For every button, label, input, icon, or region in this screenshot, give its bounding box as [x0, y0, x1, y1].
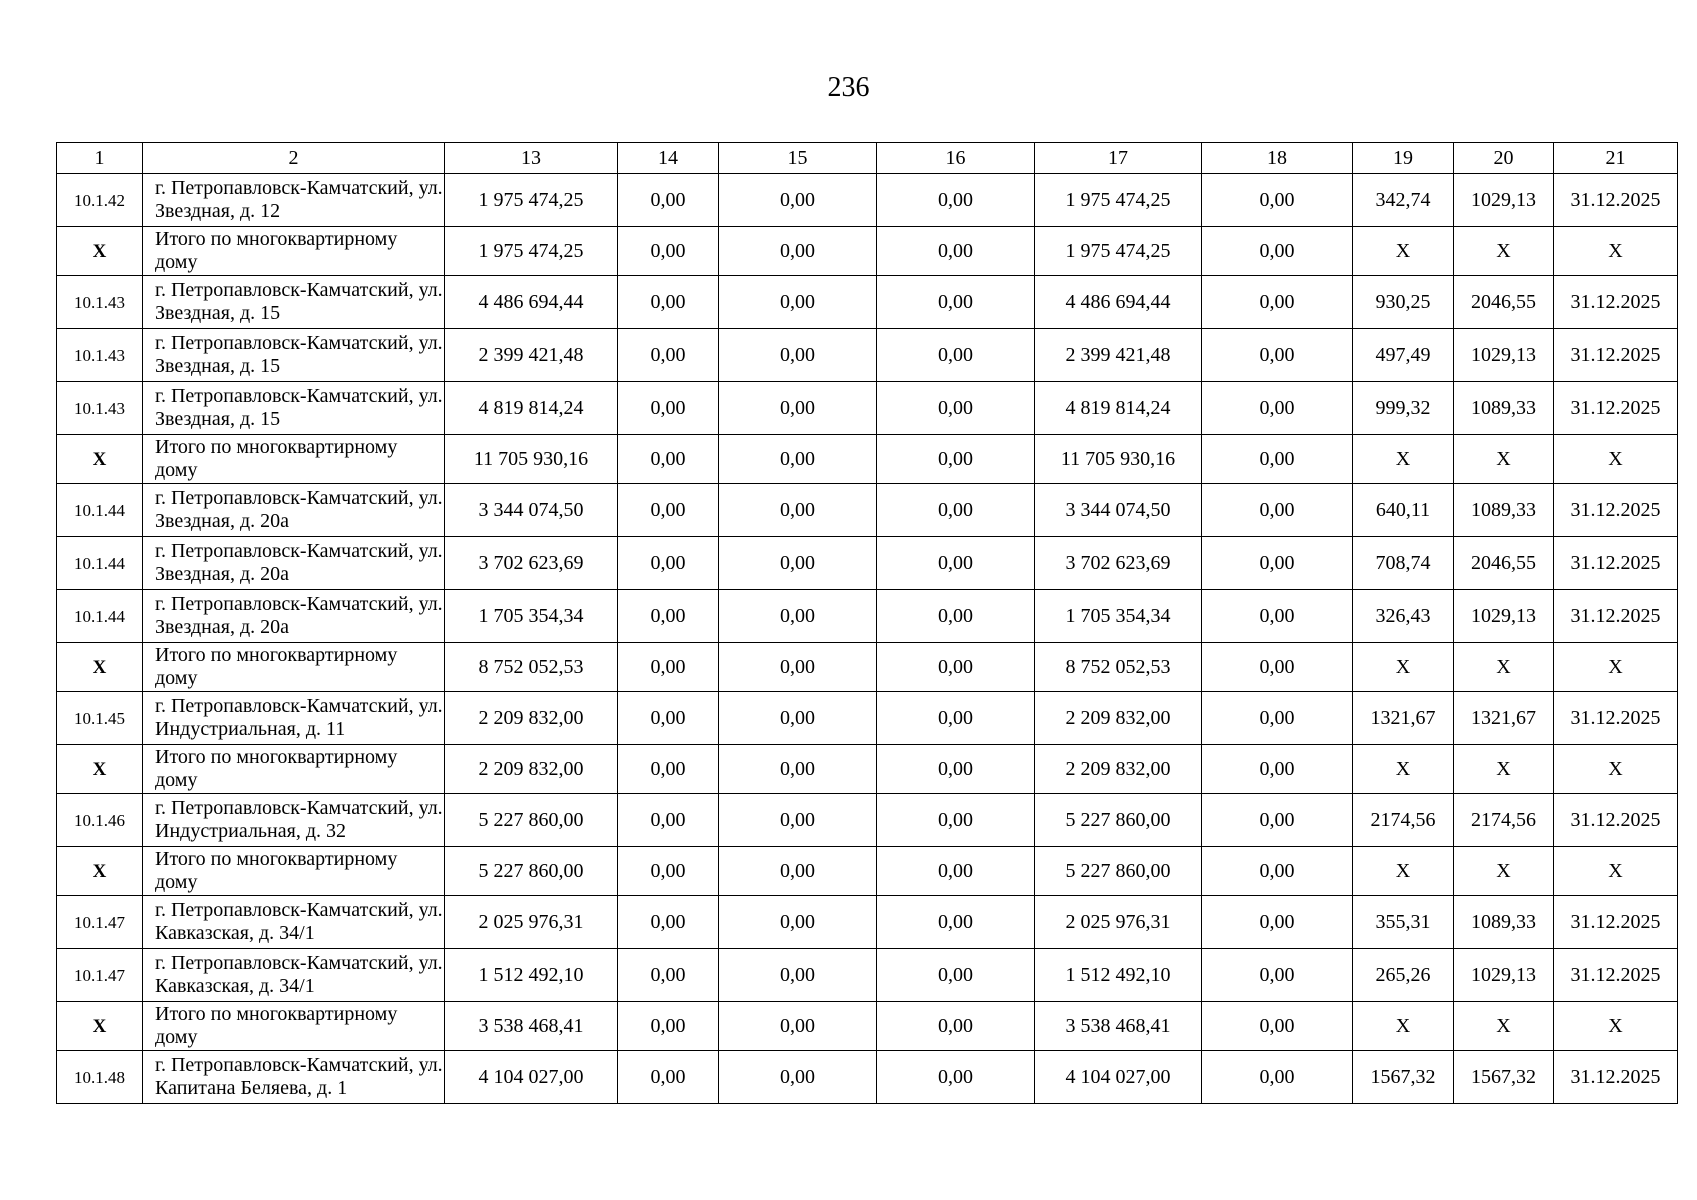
- row-index-cell: X: [57, 847, 143, 896]
- table-cell: 0,00: [1202, 329, 1353, 382]
- table-cell: 0,00: [618, 896, 719, 949]
- table-cell: X: [1454, 745, 1554, 794]
- table-cell: X: [1353, 227, 1454, 276]
- table-row: [57, 329, 1678, 382]
- table-row: [57, 174, 1678, 227]
- table-cell: 11 705 930,16: [1035, 435, 1202, 484]
- table-cell: X: [1353, 435, 1454, 484]
- table-cell: 3 344 074,50: [1035, 484, 1202, 537]
- table-cell: 930,25: [1353, 276, 1454, 329]
- address-cell: Итого по многоквартирному дому: [143, 227, 445, 276]
- table-cell: 5 227 860,00: [1035, 794, 1202, 847]
- table-cell: 0,00: [877, 382, 1035, 435]
- table-row: [57, 1051, 1678, 1104]
- table-cell: X: [1554, 1002, 1678, 1051]
- table-cell: X: [1454, 1002, 1554, 1051]
- table-cell: 0,00: [719, 174, 877, 227]
- table-cell: 3 702 623,69: [1035, 537, 1202, 590]
- table-cell: 1029,13: [1454, 590, 1554, 643]
- column-header: 19: [1353, 143, 1454, 174]
- table-cell: 31.12.2025: [1554, 276, 1678, 329]
- address-cell: Итого по многоквартирному дому: [143, 847, 445, 896]
- table-cell: 0,00: [877, 1002, 1035, 1051]
- table-cell: 8 752 052,53: [1035, 643, 1202, 692]
- address-cell: г. Петропавловск-Камчатский, ул. Капитана Беляева, д. 1: [143, 1051, 445, 1104]
- table-cell: X: [1454, 643, 1554, 692]
- table-cell: 326,43: [1353, 590, 1454, 643]
- address-cell: г. Петропавловск-Камчатский, ул. Звездная, д. 12: [143, 174, 445, 227]
- table-cell: 0,00: [877, 435, 1035, 484]
- table-row: [57, 382, 1678, 435]
- table-cell: 0,00: [618, 537, 719, 590]
- table-cell: 640,11: [1353, 484, 1454, 537]
- table-cell: 0,00: [618, 745, 719, 794]
- total-row: [57, 1002, 1678, 1051]
- table-cell: 0,00: [877, 643, 1035, 692]
- table-cell: 0,00: [877, 794, 1035, 847]
- address-cell: Итого по многоквартирному дому: [143, 435, 445, 484]
- address-cell: г. Петропавловск-Камчатский, ул. Звездная, д. 20а: [143, 537, 445, 590]
- table-cell: 0,00: [877, 1051, 1035, 1104]
- table-cell: 0,00: [877, 174, 1035, 227]
- table-cell: 1029,13: [1454, 949, 1554, 1002]
- table-cell: 999,32: [1353, 382, 1454, 435]
- total-row: [57, 847, 1678, 896]
- row-index-cell: 10.1.43: [57, 382, 143, 435]
- table-cell: 0,00: [877, 745, 1035, 794]
- row-index-cell: 10.1.45: [57, 692, 143, 745]
- table-cell: 31.12.2025: [1554, 794, 1678, 847]
- table-cell: 0,00: [877, 276, 1035, 329]
- table-cell: 0,00: [1202, 896, 1353, 949]
- table-row: [57, 537, 1678, 590]
- table-cell: 3 538 468,41: [445, 1002, 618, 1051]
- table-cell: 0,00: [719, 537, 877, 590]
- total-row: [57, 435, 1678, 484]
- data-table: [56, 142, 1678, 1104]
- table-cell: 0,00: [719, 847, 877, 896]
- table-cell: 0,00: [618, 484, 719, 537]
- table-cell: 0,00: [877, 227, 1035, 276]
- row-index-cell: 10.1.44: [57, 484, 143, 537]
- column-header: 20: [1454, 143, 1554, 174]
- table-cell: 0,00: [719, 435, 877, 484]
- column-header: 13: [445, 143, 618, 174]
- address-cell: г. Петропавловск-Камчатский, ул. Звездная, д. 20а: [143, 484, 445, 537]
- table-cell: 0,00: [719, 329, 877, 382]
- table-cell: 1321,67: [1353, 692, 1454, 745]
- table-cell: 31.12.2025: [1554, 382, 1678, 435]
- table-cell: 4 819 814,24: [445, 382, 618, 435]
- table-cell: 2 209 832,00: [1035, 745, 1202, 794]
- table-cell: 0,00: [618, 949, 719, 1002]
- table-cell: 0,00: [719, 484, 877, 537]
- table-cell: X: [1353, 643, 1454, 692]
- table-cell: 2 209 832,00: [445, 745, 618, 794]
- row-index-cell: 10.1.42: [57, 174, 143, 227]
- table-cell: 1 705 354,34: [445, 590, 618, 643]
- table-cell: 0,00: [719, 949, 877, 1002]
- column-header: 18: [1202, 143, 1353, 174]
- table-cell: 1 705 354,34: [1035, 590, 1202, 643]
- total-row: [57, 227, 1678, 276]
- table-cell: 0,00: [1202, 745, 1353, 794]
- table-cell: 0,00: [618, 329, 719, 382]
- table-cell: 0,00: [877, 484, 1035, 537]
- row-index-cell: 10.1.47: [57, 949, 143, 1002]
- row-index-cell: X: [57, 227, 143, 276]
- table-cell: 0,00: [719, 643, 877, 692]
- address-cell: г. Петропавловск-Камчатский, ул. Звездная, д. 15: [143, 276, 445, 329]
- column-header: 15: [719, 143, 877, 174]
- table-cell: 2 399 421,48: [445, 329, 618, 382]
- table-cell: 0,00: [877, 537, 1035, 590]
- table-cell: 0,00: [1202, 174, 1353, 227]
- table-cell: 1089,33: [1454, 484, 1554, 537]
- table-cell: X: [1554, 847, 1678, 896]
- row-index-cell: 10.1.44: [57, 537, 143, 590]
- table-cell: 1029,13: [1454, 329, 1554, 382]
- table-cell: X: [1454, 227, 1554, 276]
- address-cell: г. Петропавловск-Камчатский, ул. Звездная, д. 15: [143, 329, 445, 382]
- table-cell: 0,00: [877, 949, 1035, 1002]
- table-body: [57, 143, 1678, 1104]
- table-cell: 0,00: [719, 794, 877, 847]
- table-cell: 265,26: [1353, 949, 1454, 1002]
- row-index-cell: X: [57, 435, 143, 484]
- row-index-cell: X: [57, 643, 143, 692]
- table-cell: 2 399 421,48: [1035, 329, 1202, 382]
- table-cell: 0,00: [1202, 1002, 1353, 1051]
- column-header: 2: [143, 143, 445, 174]
- table-cell: 0,00: [719, 692, 877, 745]
- table-cell: 1567,32: [1353, 1051, 1454, 1104]
- table-row: [57, 590, 1678, 643]
- table-cell: 31.12.2025: [1554, 949, 1678, 1002]
- table-cell: 31.12.2025: [1554, 590, 1678, 643]
- table-cell: 1 512 492,10: [1035, 949, 1202, 1002]
- table-cell: 1 512 492,10: [445, 949, 618, 1002]
- table-cell: 3 702 623,69: [445, 537, 618, 590]
- table-cell: X: [1554, 745, 1678, 794]
- column-header: 1: [57, 143, 143, 174]
- address-cell: г. Петропавловск-Камчатский, ул. Индустриальная, д. 11: [143, 692, 445, 745]
- row-index-cell: X: [57, 1002, 143, 1051]
- table-cell: 0,00: [1202, 382, 1353, 435]
- row-index-cell: X: [57, 745, 143, 794]
- table-cell: 0,00: [618, 435, 719, 484]
- table-cell: X: [1353, 1002, 1454, 1051]
- table-cell: 0,00: [877, 329, 1035, 382]
- table-cell: 0,00: [1202, 1051, 1353, 1104]
- table-cell: 31.12.2025: [1554, 692, 1678, 745]
- table-cell: 2046,55: [1454, 537, 1554, 590]
- total-row: [57, 643, 1678, 692]
- table-cell: 0,00: [1202, 435, 1353, 484]
- table-cell: 708,74: [1353, 537, 1454, 590]
- table-cell: 0,00: [1202, 692, 1353, 745]
- table-cell: 0,00: [1202, 643, 1353, 692]
- table-cell: 5 227 860,00: [445, 794, 618, 847]
- table-cell: 31.12.2025: [1554, 896, 1678, 949]
- table-cell: X: [1454, 847, 1554, 896]
- table-cell: 0,00: [618, 276, 719, 329]
- table-cell: 1567,32: [1454, 1051, 1554, 1104]
- table-cell: 0,00: [719, 382, 877, 435]
- table-cell: 1 975 474,25: [445, 227, 618, 276]
- table-cell: 2 209 832,00: [1035, 692, 1202, 745]
- table-cell: 4 486 694,44: [1035, 276, 1202, 329]
- row-index-cell: 10.1.43: [57, 329, 143, 382]
- address-cell: г. Петропавловск-Камчатский, ул. Кавказская, д. 34/1: [143, 949, 445, 1002]
- table-cell: 3 344 074,50: [445, 484, 618, 537]
- table-cell: X: [1554, 227, 1678, 276]
- table-cell: 2174,56: [1353, 794, 1454, 847]
- table-cell: 31.12.2025: [1554, 537, 1678, 590]
- table-cell: 2 209 832,00: [445, 692, 618, 745]
- table-cell: 5 227 860,00: [1035, 847, 1202, 896]
- table-cell: 0,00: [719, 276, 877, 329]
- table-cell: 0,00: [618, 174, 719, 227]
- table-cell: 0,00: [877, 692, 1035, 745]
- table-row: [57, 896, 1678, 949]
- table-cell: X: [1353, 847, 1454, 896]
- table-cell: 0,00: [618, 1002, 719, 1051]
- table-cell: 2 025 976,31: [445, 896, 618, 949]
- table-cell: 0,00: [1202, 484, 1353, 537]
- table-cell: 11 705 930,16: [445, 435, 618, 484]
- row-index-cell: 10.1.47: [57, 896, 143, 949]
- table-cell: 2 025 976,31: [1035, 896, 1202, 949]
- table-cell: 0,00: [618, 692, 719, 745]
- row-index-cell: 10.1.43: [57, 276, 143, 329]
- row-index-cell: 10.1.48: [57, 1051, 143, 1104]
- table-cell: 1089,33: [1454, 382, 1554, 435]
- table-cell: 0,00: [618, 382, 719, 435]
- column-header: 17: [1035, 143, 1202, 174]
- table-row: [57, 484, 1678, 537]
- row-index-cell: 10.1.44: [57, 590, 143, 643]
- table-cell: 1029,13: [1454, 174, 1554, 227]
- table-cell: 0,00: [618, 1051, 719, 1104]
- header-row: [57, 143, 1678, 174]
- table-cell: 0,00: [877, 847, 1035, 896]
- page-number: 236: [827, 72, 870, 103]
- table-cell: 0,00: [719, 745, 877, 794]
- table-row: [57, 949, 1678, 1002]
- address-cell: г. Петропавловск-Камчатский, ул. Индустриальная, д. 32: [143, 794, 445, 847]
- table-cell: 1 975 474,25: [445, 174, 618, 227]
- table-cell: 0,00: [618, 643, 719, 692]
- table-cell: 0,00: [1202, 590, 1353, 643]
- table-cell: 0,00: [719, 1002, 877, 1051]
- address-cell: Итого по многоквартирному дому: [143, 643, 445, 692]
- address-cell: г. Петропавловск-Камчатский, ул. Кавказская, д. 34/1: [143, 896, 445, 949]
- table-cell: 497,49: [1353, 329, 1454, 382]
- table-cell: 5 227 860,00: [445, 847, 618, 896]
- table-row: [57, 276, 1678, 329]
- table-cell: 31.12.2025: [1554, 1051, 1678, 1104]
- table-cell: 342,74: [1353, 174, 1454, 227]
- table-cell: 1321,67: [1454, 692, 1554, 745]
- table-cell: 0,00: [719, 1051, 877, 1104]
- table-cell: 0,00: [1202, 537, 1353, 590]
- table-cell: 2174,56: [1454, 794, 1554, 847]
- table-cell: 0,00: [618, 227, 719, 276]
- table-cell: 1 975 474,25: [1035, 227, 1202, 276]
- table-cell: 0,00: [877, 896, 1035, 949]
- address-cell: Итого по многоквартирному дому: [143, 1002, 445, 1051]
- table-cell: 0,00: [618, 794, 719, 847]
- table-cell: 2046,55: [1454, 276, 1554, 329]
- table-cell: 0,00: [1202, 949, 1353, 1002]
- table-cell: 0,00: [719, 896, 877, 949]
- table-cell: 8 752 052,53: [445, 643, 618, 692]
- column-header: 16: [877, 143, 1035, 174]
- table-cell: 31.12.2025: [1554, 329, 1678, 382]
- table-row: [57, 794, 1678, 847]
- table-cell: 3 538 468,41: [1035, 1002, 1202, 1051]
- table-cell: X: [1554, 643, 1678, 692]
- column-header: 14: [618, 143, 719, 174]
- table-cell: 0,00: [877, 590, 1035, 643]
- table-cell: 0,00: [1202, 227, 1353, 276]
- table-cell: 4 104 027,00: [1035, 1051, 1202, 1104]
- table-cell: X: [1454, 435, 1554, 484]
- table-cell: 31.12.2025: [1554, 484, 1678, 537]
- table-cell: 355,31: [1353, 896, 1454, 949]
- address-cell: Итого по многоквартирному дому: [143, 745, 445, 794]
- table-cell: 1 975 474,25: [1035, 174, 1202, 227]
- table-cell: 4 819 814,24: [1035, 382, 1202, 435]
- table-cell: 0,00: [618, 847, 719, 896]
- column-header: 21: [1554, 143, 1678, 174]
- table-cell: 0,00: [719, 227, 877, 276]
- total-row: [57, 745, 1678, 794]
- address-cell: г. Петропавловск-Камчатский, ул. Звездная, д. 20а: [143, 590, 445, 643]
- row-index-cell: 10.1.46: [57, 794, 143, 847]
- table-cell: 31.12.2025: [1554, 174, 1678, 227]
- table-cell: 1089,33: [1454, 896, 1554, 949]
- table-cell: 0,00: [719, 590, 877, 643]
- table-cell: 0,00: [1202, 794, 1353, 847]
- table-cell: X: [1554, 435, 1678, 484]
- table-cell: 0,00: [618, 590, 719, 643]
- table-row: [57, 692, 1678, 745]
- table-cell: 0,00: [1202, 276, 1353, 329]
- table-cell: 4 104 027,00: [445, 1051, 618, 1104]
- table-cell: X: [1353, 745, 1454, 794]
- address-cell: г. Петропавловск-Камчатский, ул. Звездная, д. 15: [143, 382, 445, 435]
- table-cell: 0,00: [1202, 847, 1353, 896]
- table-cell: 4 486 694,44: [445, 276, 618, 329]
